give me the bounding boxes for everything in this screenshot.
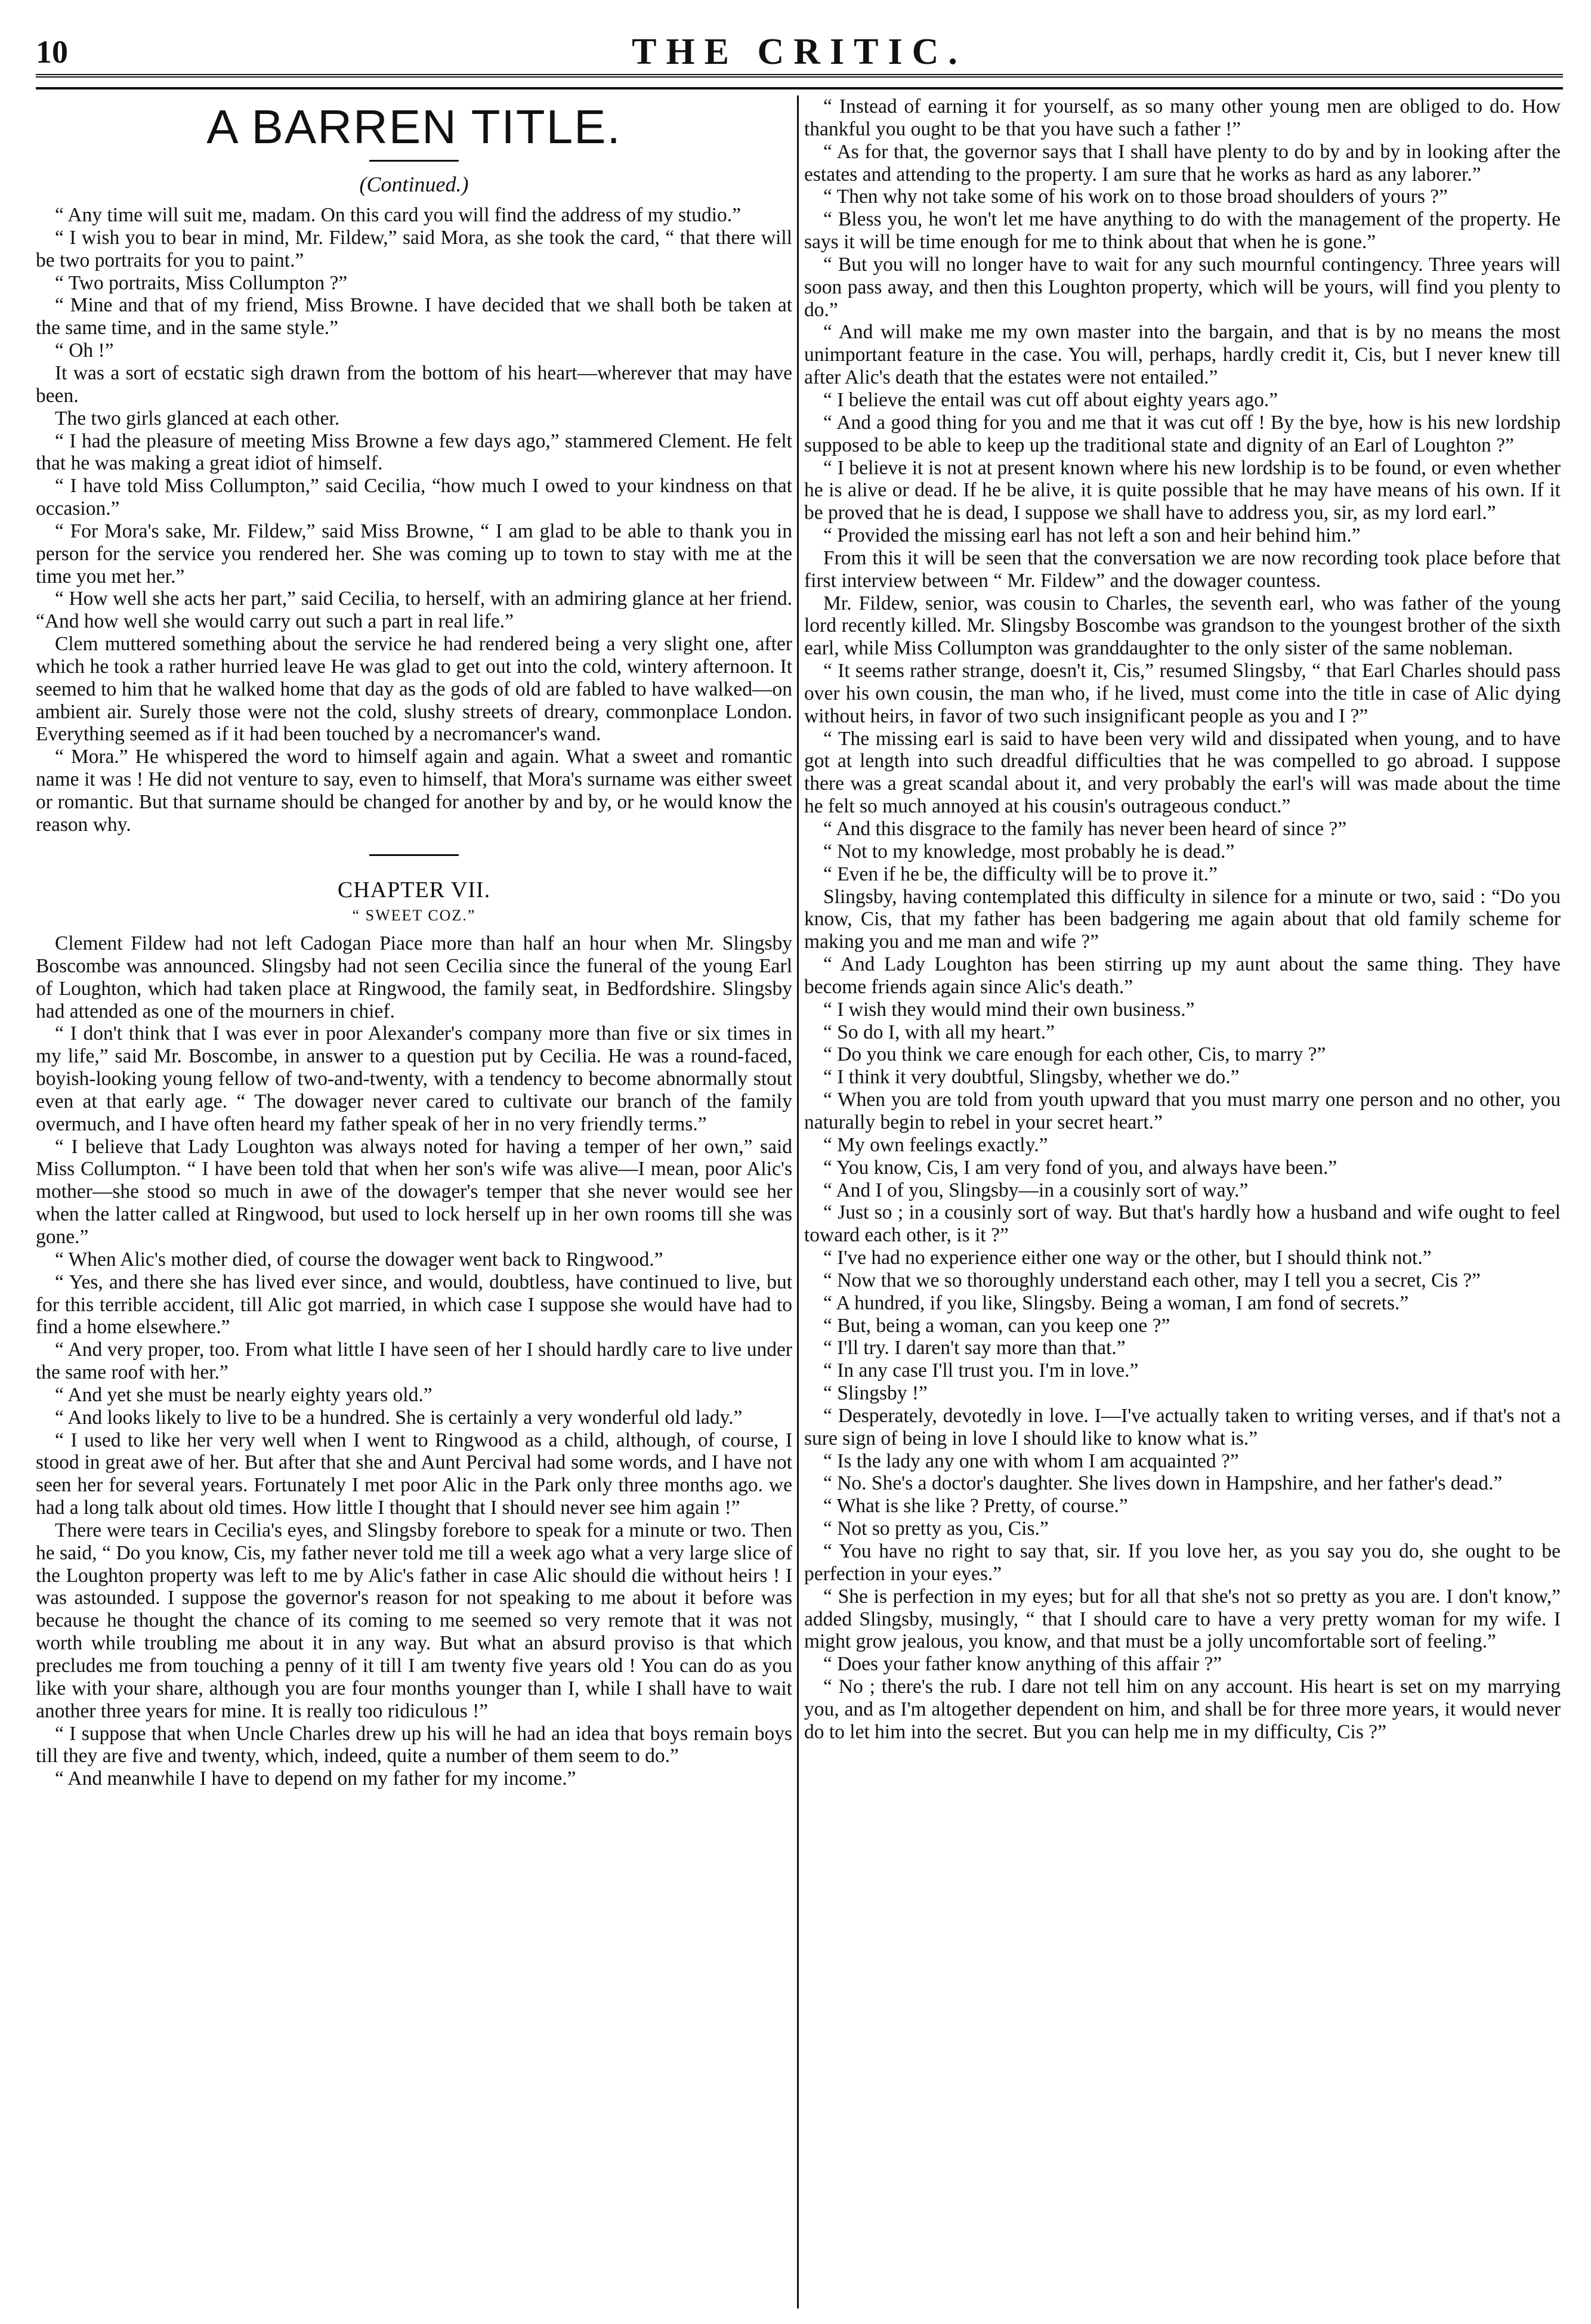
paragraph: “ In any case I'll trust you. I'm in love.” bbox=[823, 1359, 1139, 1382]
paragraph: “ I suppose that when Uncle Charles drew up his will he had an idea that boys remain boys till they are five and twenty, which, indeed, quite a number of them seem to do.” bbox=[36, 1722, 792, 1767]
right-column bbox=[804, 95, 1561, 2314]
paragraph: “ Do you think we care enough for each other, Cis, to marry ?” bbox=[823, 1043, 1326, 1066]
paragraph: “ But, being a woman, can you keep one ?” bbox=[823, 1314, 1170, 1337]
left-paragraphs bbox=[36, 204, 792, 836]
paragraph: “ But you will no longer have to wait for any such mournful contingency. Three years will soon pass away, and then this Loughton property, which will be yours, will find you plenty to do.” bbox=[804, 253, 1561, 321]
paragraph: “ And this disgrace to the family has never been heard of since ?” bbox=[823, 818, 1347, 840]
section-rule bbox=[369, 854, 459, 856]
continued-label: (Continued.) bbox=[359, 172, 469, 197]
paragraph: “ Two portraits, Miss Collumpton ?” bbox=[55, 271, 348, 294]
paragraph: “ Yes, and there she has lived ever since, and would, doubtless, have continued to live, but for this terrible accident, till Alic got married, in which case I suppose she would have had to find a home elsewhere.” bbox=[36, 1271, 792, 1339]
paragraph: “ And Lady Loughton has been stirring up my aunt about the same thing. They have become friends again since Alic's death.” bbox=[804, 953, 1561, 998]
paragraph: “ Not so pretty as you, Cis.” bbox=[823, 1518, 1049, 1540]
paragraph: “ My own feelings exactly.” bbox=[823, 1133, 1048, 1156]
paragraph: “ Does your father know anything of this affair ?” bbox=[823, 1653, 1222, 1676]
paragraph: “ And meanwhile I have to depend on my father for my income.” bbox=[55, 1767, 576, 1790]
paragraph: It was a sort of ecstatic sigh drawn from the bottom of his heart—wherever that may have been. bbox=[36, 361, 792, 407]
story-title: A BARREN TITLE. bbox=[206, 100, 622, 153]
paragraph: “ What is she like ? Pretty, of course.” bbox=[823, 1495, 1128, 1518]
paragraph: “ I believe that Lady Loughton was always noted for having a temper of her own,” said Miss Collumpton. “ I have been told that when her son's wife was alive—I mean, poor Alic's mother—she stood so much in awe of the dowager's temper that she never would see her when the latter called at Ringwood, but used to lock herself up in her own rooms till she was gone.” bbox=[36, 1135, 792, 1248]
masthead bbox=[36, 30, 1563, 78]
paragraph: Mr. Fildew, senior, was cousin to Charles, the seventh earl, who was father of the young lord recently killed. Mr. Slingsby Boscombe was grandson to the youngest brother of the sixth earl, while Miss Collumpton was granddaughter to the only sister of the same nobleman. bbox=[804, 592, 1561, 660]
paragraph: “ When Alic's mother died, of course the dowager went back to Ringwood.” bbox=[55, 1248, 663, 1271]
paragraph: Clement Fildew had not left Cadogan Piace more than half an hour when Mr. Slingsby Boscombe was announced. Slingsby had not seen Cecilia since the funeral of the young Earl of Loughton, which had taken place at Ringwood, the family seat, in Bedfordshire. Slingsby had attended as one of the mourners in chief. bbox=[36, 932, 792, 1022]
paragraph: “ Instead of earning it for yourself, as so many other young men are obliged to do. How thankful you ought to be that you have such a father !” bbox=[804, 95, 1561, 140]
paragraph: “ And a good thing for you and me that it was cut off ! By the bye, how is his new lordship supposed to be able to keep up the traditional state and dignity of an Earl of Loughton ?” bbox=[804, 411, 1561, 456]
paragraph: “ The missing earl is said to have been very wild and dissipated when young, and to have got at length into such dreadful difficulties that he was compelled to go abroad. I suppose there was a great scandal about it, and very probably the earl's will was made about the time he felt so much annoyed at his cousin's outrageous conduct.” bbox=[804, 727, 1561, 818]
paragraph: “ No ; there's the rub. I dare not tell him on any account. His heart is set on my marrying you, and as I'm altogether dependent on him, and shall be for three more years, it would never do to let him into the secret. But you can help me in my difficulty, Cis ?” bbox=[804, 1676, 1561, 1743]
paragraph: “ When you are told from youth upward that you must marry one person and no other, you naturally begin to rebel in your secret heart.” bbox=[804, 1089, 1561, 1133]
paragraph: “ Provided the missing earl has not left a son and heir behind him.” bbox=[823, 524, 1361, 547]
paragraph: “ Oh !” bbox=[55, 339, 114, 362]
chapter-heading: CHAPTER VII. bbox=[337, 877, 491, 903]
paragraph: “ I think it very doubtful, Slingsby, whether we do.” bbox=[823, 1066, 1240, 1089]
paragraph: “ And very proper, too. From what little I have seen of her I should hardly care to live under the same roof with her.” bbox=[36, 1339, 792, 1384]
paragraph: “ Not to my knowledge, most probably he is dead.” bbox=[823, 840, 1235, 863]
paragraph: From this it will be seen that the conversation we are now recording took place before that first interview between “ Mr. Fildew” and the dowager countess. bbox=[804, 546, 1561, 592]
paragraph: “ I believe it is not at present known where his new lordship is to be found, or even whether he is alive or dead. If he be alive, it is quite possible that he may have means of his own. If it be proved that he is dead, I suppose we shall have to address you, sir, as my lord earl.” bbox=[804, 456, 1561, 524]
page-number: 10 bbox=[36, 34, 68, 70]
chapter-subtitle: “ SWEET COZ.” bbox=[352, 906, 476, 924]
paragraph: “ You know, Cis, I am very fond of you, and always have been.” bbox=[823, 1156, 1337, 1179]
paragraph: “ I wish they would mind their own business.” bbox=[823, 998, 1195, 1021]
paragraph: “ And will make me my own master into the bargain, and that is by no means the most unimportant feature in the case. You will, perhaps, hardly credit it, Cis, but I never knew till after Alic's death that the estates were not entailed.” bbox=[804, 321, 1561, 389]
paragraph: “ I don't think that I was ever in poor Alexander's company more than five or six times in my life,” said Mr. Boscombe, in answer to a question put by Cecilia. He was a round-faced, boyish-looking young fellow of two-and-twenty, with a tendency to become abnormally stout even at that early age. “ The dowager never cared to cultivate our branch of the family overmuch, and I have often heard my father speak of her in no very friendly terms.” bbox=[36, 1022, 792, 1135]
paragraph: “ I wish you to bear in mind, Mr. Fildew,” said Mora, as she took the card, “ that there will be two portraits for you to paint.” bbox=[36, 226, 792, 271]
right-paragraphs bbox=[804, 95, 1561, 1744]
paragraph: “ And I of you, Slingsby—in a cousinly sort of way.” bbox=[823, 1179, 1249, 1201]
paragraph: “ And yet she must be nearly eighty years old.” bbox=[55, 1383, 432, 1406]
paragraph: “ I have told Miss Collumpton,” said Cecilia, “how much I owed to your kindness on that occasion.” bbox=[36, 475, 792, 520]
paragraph: Clem muttered something about the service he had rendered being a very slight one, after which he took a rather hurried leave He was glad to get out into the cold, wintery afternoon. It seemed to him that he walked home that day as the gods of old are fabled to have walked—on ambient air. Surely those were not the cold, slushy streets of dreary, commonplace London. Everything seemed as if it had been touched by a necromancer's wand. bbox=[36, 633, 792, 746]
paragraph: “ You have no right to say that, sir. If you love her, as you say you do, she ought to be perfection in your eyes.” bbox=[804, 1540, 1561, 1585]
paragraph: “ Even if he be, the difficulty will be to prove it.” bbox=[823, 863, 1218, 885]
column-divider bbox=[797, 95, 799, 2308]
publication-title: THE CRITIC. bbox=[632, 31, 967, 72]
paragraph: “ And looks likely to live to be a hundred. She is certainly a very wonderful old lady.” bbox=[55, 1406, 743, 1429]
paragraph: “ Just so ; in a cousinly sort of way. But that's hardly how a husband and wife ought to feel toward each other, is it ?” bbox=[804, 1201, 1561, 1247]
paragraph: “ It seems rather strange, doesn't it, Cis,” resumed Slingsby, “ that Earl Charles should pass over his own cousin, the man who, if he lived, must come into the title in case of Alic dying without heirs, in favor of two such insignificant people as you and I ?” bbox=[804, 660, 1561, 727]
paragraph: There were tears in Cecilia's eyes, and Slingsby forebore to speak for a minute or two. Then he said, “ Do you know, Cis, my father never told me till a week ago what a very large slice of the Loughton property was left to me by Alic's father in case Alic should die without heirs ! I was astounded. I suppose the governor's reason for not speaking to me about it before was because he thought the chance of its coming to me seemed so very remote that it was not worth while troubling me about it in any way. But what an absurd proviso is that which precludes me from touching a penny of it till I am twenty five years old ! You can do as you like with your share, although you are four months younger than I, while I shall have to wait another three years for mine. It is really too ridiculous !” bbox=[36, 1519, 792, 1722]
paragraph: “ I had the pleasure of meeting Miss Browne a few days ago,” stammered Clement. He felt that he was making a great idiot of himself. bbox=[36, 429, 792, 475]
chapter-paragraphs bbox=[36, 932, 792, 1790]
paragraph: “ Mine and that of my friend, Miss Browne. I have decided that we shall both be taken at the same time, and in the same style.” bbox=[36, 294, 792, 339]
paragraph: “ No. She's a doctor's daughter. She lives down in Hampshire, and her father's dead.” bbox=[823, 1472, 1503, 1495]
paragraph: “ Mora.” He whispered the word to himself again and again. What a sweet and romantic name it was ! He did not venture to say, even to himself, that Mora's surname was either sweet or romantic. But that surname should be changed for another by and by, or he would know the reason why. bbox=[36, 746, 792, 836]
paragraph: “ How well she acts her part,” said Cecilia, to herself, with an admiring glance at her friend. “And how well she would carry out such a part in real life.” bbox=[36, 588, 792, 633]
paragraph: The two girls glanced at each other. bbox=[55, 407, 340, 429]
paragraph: “ For Mora's sake, Mr. Fildew,” said Miss Browne, “ I am glad to be able to thank you in person for the service you rendered her. She was coming up to town to stay with me at the time you met her.” bbox=[36, 520, 792, 588]
paragraph: “ Slingsby !” bbox=[823, 1382, 928, 1405]
masthead-rule bbox=[36, 87, 1563, 89]
title-rule bbox=[369, 160, 459, 162]
paragraph: “ So do I, with all my heart.” bbox=[823, 1021, 1055, 1043]
paragraph: “ A hundred, if you like, Slingsby. Being a woman, I am fond of secrets.” bbox=[823, 1291, 1409, 1314]
paragraph: Slingsby, having contemplated this difficulty in silence for a minute or two, said : “Do you know, Cis, that my father has been badgering me again about that old family scheme for making you and me man and wife ?” bbox=[804, 885, 1561, 953]
paragraph: “ Bless you, he won't let me have anything to do with the management of the property. He says it will be time enough for me to think about that when he is gone.” bbox=[804, 208, 1561, 254]
left-column bbox=[36, 95, 792, 2314]
paragraph: “ I'll try. I daren't say more than that.” bbox=[823, 1337, 1126, 1359]
paragraph: “ I've had no experience either one way or the other, but I should think not.” bbox=[823, 1247, 1432, 1269]
paragraph: “ I used to like her very well when I went to Ringwood as a child, although, of course, I stood in great awe of her. But after that she and Aunt Percival had some words, and I have not seen her for several years. Fortunately I met poor Alic in the Park only three months ago. we had a long talk about old times. How little I thought that I should never see him again !” bbox=[36, 1429, 792, 1519]
paragraph: “ Desperately, devotedly in love. I—I've actually taken to writing verses, and if that's not a sure sign of being in love I should like to know what is.” bbox=[804, 1404, 1561, 1450]
paragraph: “ As for that, the governor says that I shall have plenty to do by and by in looking after the estates and attending to the property. I am sure that he works as hard as any laborer.” bbox=[804, 140, 1561, 186]
paragraph: “ Any time will suit me, madam. On this card you will find the address of my studio.” bbox=[55, 204, 741, 227]
paragraph: “ Now that we so thoroughly understand each other, may I tell you a secret, Cis ?” bbox=[823, 1269, 1481, 1291]
paragraph: “ She is perfection in my eyes; but for all that she's not so pretty as you are. I don't know,” added Slingsby, musingly, “ that I should care to have a very pretty woman for my wife. I might grow jealous, you know, and that must be a jolly uncomfortable sort of feeling.” bbox=[804, 1585, 1561, 1653]
paragraph: “ Is the lady any one with whom I am acquainted ?” bbox=[823, 1450, 1239, 1472]
paragraph: “ Then why not take some of his work on to those broad shoulders of yours ?” bbox=[823, 186, 1448, 208]
paragraph: “ I believe the entail was cut off about eighty years ago.” bbox=[823, 388, 1278, 411]
